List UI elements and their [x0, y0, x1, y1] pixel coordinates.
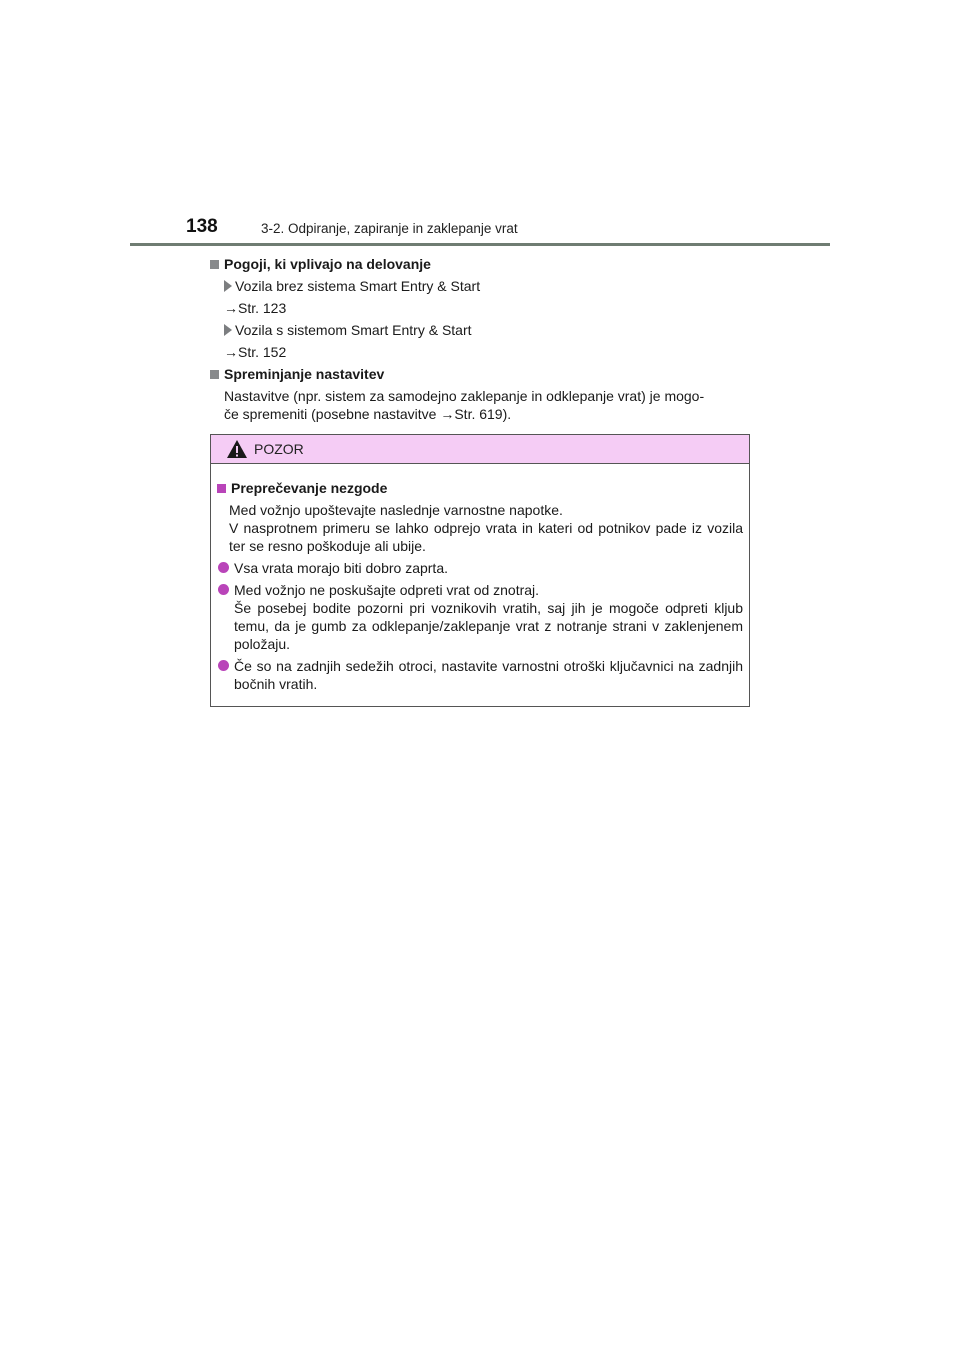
paragraph-line: Nastavitve (npr. sistem za samodejno zaklepanje in odklepanje vrat) je mogo- [224, 388, 705, 404]
warning-intro-line: V nasprotnem primeru se lahko odprejo vrata in kateri od potnikov pade iz vozila ter se resno poškoduje ali ubije. [229, 520, 743, 554]
warning-bullet-text [234, 559, 743, 577]
warning-box [210, 434, 750, 707]
warning-intro-line: Med vožnjo upoštevajte naslednje varnostne napotke. [229, 502, 563, 518]
warning-triangle-icon [226, 439, 248, 464]
list-item [210, 277, 750, 295]
bullet-line: Če so na zadnjih sedežih otroci, nastavite varnostni otroški ključavnici na zadnjih bočnih vratih. [234, 658, 743, 692]
warning-bullet [217, 657, 743, 693]
section-heading-text: Pogoji, ki vplivajo na delovanje [224, 256, 431, 272]
warning-label: POZOR [254, 441, 304, 457]
section-title: 3-2. Odpiranje, zapiranje in zaklepanje vrat [261, 221, 518, 236]
warning-bullet [217, 581, 743, 653]
page-reference: →Str. 152 [224, 344, 287, 360]
triangle-arrow-icon [224, 324, 232, 336]
square-bullet-icon [210, 370, 219, 379]
circle-bullet-icon [218, 660, 229, 671]
paragraph-line: če spremeniti (posebne nastavitve →Str. 619). [224, 406, 512, 422]
page-reference: →Str. 123 [224, 300, 287, 316]
square-bullet-icon [210, 260, 219, 269]
list-item [210, 321, 750, 339]
header-rule [130, 243, 830, 246]
list-item-label: Vozila brez sistema Smart Entry & Start [235, 278, 481, 294]
bullet-line: Vsa vrata morajo biti dobro zaprta. [234, 560, 448, 576]
warning-bullet-text [234, 657, 743, 693]
warning-intro [217, 501, 743, 555]
warning-bullet [217, 559, 743, 577]
warning-heading [217, 479, 743, 497]
triangle-arrow-icon [224, 280, 232, 292]
bullet-line: Še posebej bodite pozorni pri voznikovih vratih, saj jih je mogoče odpreti kljub temu, da je gumb za odklepanje/zaklepanje vrat z notranje strani v zaklenjenem položaju. [234, 600, 743, 652]
bullet-line: Med vožnjo ne poskušajte odpreti vrat od znotraj. [234, 582, 540, 598]
section-heading [210, 255, 750, 273]
circle-bullet-icon [218, 584, 229, 595]
square-bullet-icon [217, 484, 226, 493]
circle-bullet-icon [218, 562, 229, 573]
paragraph [210, 387, 750, 423]
section-heading-text: Spreminjanje nastavitev [224, 366, 385, 382]
main-content [210, 253, 750, 427]
warning-heading-text: Preprečevanje nezgode [231, 480, 388, 496]
page-number: 138 [186, 216, 218, 237]
warning-body [211, 464, 749, 693]
section-heading [210, 365, 750, 383]
warning-header [211, 435, 749, 464]
list-item-label: Vozila s sistemom Smart Entry & Start [235, 322, 472, 338]
warning-bullet-text [234, 581, 743, 653]
